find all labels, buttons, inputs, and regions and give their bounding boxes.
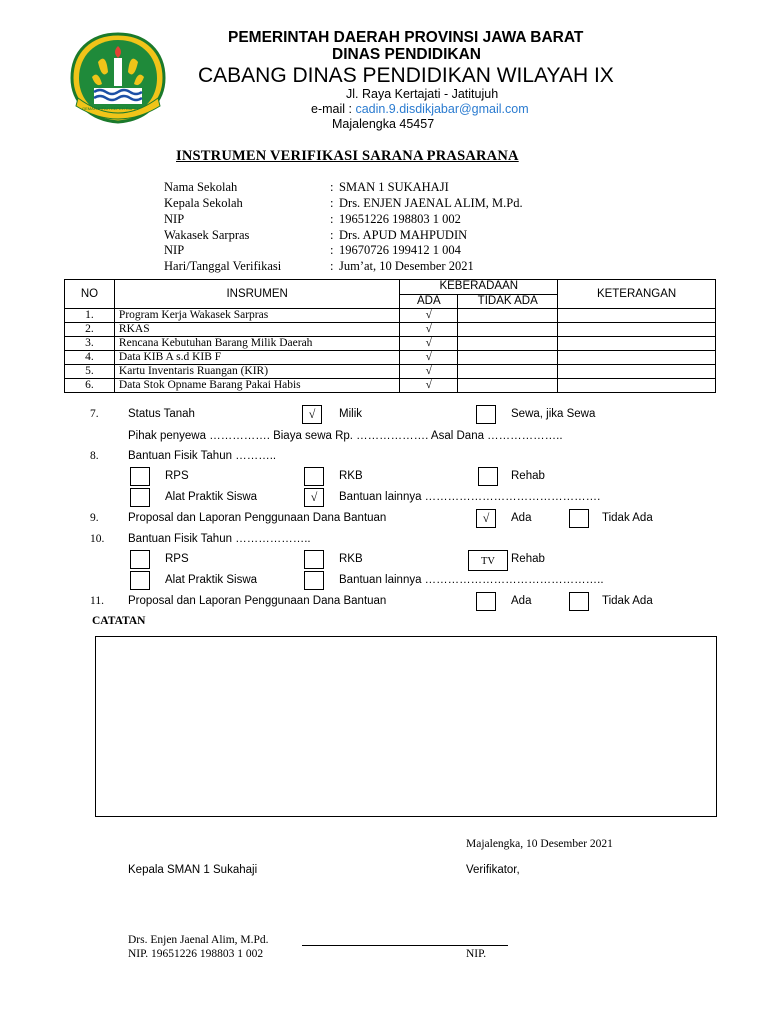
- right-signer-nip: NIP.: [466, 948, 487, 960]
- logo-motto: GEMAH RIPAH REPEH RAPIH: [82, 106, 138, 111]
- row-keterangan[interactable]: [558, 351, 716, 365]
- sewa-label: Sewa, jika Sewa: [511, 408, 596, 420]
- rehab-textbox[interactable]: TV: [468, 550, 508, 571]
- ada-checkbox[interactable]: √: [476, 509, 496, 528]
- info-value: SMAN 1 SUKAHAJI: [339, 180, 449, 194]
- section-8-number: 8.: [90, 450, 99, 462]
- row-item: Kartu Inventaris Ruangan (KIR): [114, 365, 399, 379]
- info-value: 19670726 199412 1 004: [339, 243, 461, 257]
- provincial-logo: [68, 32, 168, 124]
- col-header-no: NO: [65, 280, 115, 309]
- info-colon: :: [330, 212, 334, 226]
- info-label: Wakasek Sarpras: [164, 228, 250, 242]
- alat-praktik-checkbox[interactable]: [130, 571, 150, 590]
- row-no: 3.: [65, 337, 115, 351]
- status-tanah-label: Status Tanah: [128, 408, 195, 420]
- row-ada-check[interactable]: √: [400, 351, 458, 365]
- info-value: Drs. ENJEN JAENAL ALIM, M.Pd.: [339, 196, 523, 210]
- bantuan-fisik-label: Bantuan Fisik Tahun ………..: [128, 450, 277, 462]
- table-row: [65, 379, 716, 393]
- row-ada-check[interactable]: √: [400, 337, 458, 351]
- info-value: 19651226 198803 1 002: [339, 212, 461, 226]
- row-tidak-ada[interactable]: [458, 323, 558, 337]
- info-colon: :: [330, 196, 334, 210]
- row-ada-check[interactable]: √: [400, 309, 458, 323]
- bantuan-fisik-label: Bantuan Fisik Tahun ………………..: [128, 533, 311, 545]
- info-value: Drs. APUD MAHPUDIN: [339, 228, 468, 242]
- document-title: INSTRUMEN VERIFIKASI SARANA PRASARANA: [176, 148, 519, 164]
- rps-checkbox[interactable]: [130, 550, 150, 569]
- info-colon: :: [330, 243, 334, 257]
- col-header-keterangan: KETERANGAN: [558, 280, 716, 309]
- col-header-tidak-ada: TIDAK ADA: [458, 294, 558, 309]
- row-tidak-ada[interactable]: [458, 365, 558, 379]
- signature-line: [302, 945, 508, 946]
- table-row: [65, 309, 716, 323]
- rps-checkbox[interactable]: [130, 467, 150, 486]
- email-link[interactable]: cadin.9.disdikjabar@gmail.com: [355, 102, 529, 116]
- left-signer-name: Drs. Enjen Jaenal Alim, M.Pd.: [128, 934, 269, 946]
- row-tidak-ada[interactable]: [458, 337, 558, 351]
- section-11-number: 11.: [90, 595, 104, 607]
- ada-label: Ada: [511, 595, 532, 607]
- section-10-number: 10.: [90, 533, 105, 545]
- place-date: Majalengka, 10 Desember 2021: [466, 838, 613, 850]
- row-item: Data KIB A s.d KIB F: [114, 351, 399, 365]
- row-keterangan[interactable]: [558, 323, 716, 337]
- rehab-checkbox[interactable]: [478, 467, 498, 486]
- section-9-number: 9.: [90, 512, 99, 524]
- row-item: RKAS: [114, 323, 399, 337]
- row-keterangan[interactable]: [558, 365, 716, 379]
- proposal-label: Proposal dan Laporan Penggunaan Dana Bantuan: [128, 512, 387, 524]
- row-no: 1.: [65, 309, 115, 323]
- row-no: 2.: [65, 323, 115, 337]
- col-header-keberadaan: KEBERADAAN: [400, 280, 558, 295]
- tidak-ada-checkbox[interactable]: [569, 509, 589, 528]
- row-keterangan[interactable]: [558, 309, 716, 323]
- row-tidak-ada[interactable]: [458, 309, 558, 323]
- rkb-label: RKB: [339, 470, 363, 482]
- tidak-ada-label: Tidak Ada: [602, 595, 653, 607]
- rehab-label: Rehab: [511, 470, 545, 482]
- section-7-number: 7.: [90, 408, 99, 420]
- header-line1: PEMERINTAH DAERAH PROVINSI JAWA BARAT: [228, 29, 584, 46]
- alat-praktik-checkbox[interactable]: [130, 488, 150, 507]
- bantuan-lainnya-checkbox[interactable]: [304, 571, 324, 590]
- row-ada-check[interactable]: √: [400, 379, 458, 393]
- rps-label: RPS: [165, 470, 189, 482]
- header-line2: DINAS PENDIDIKAN: [332, 46, 481, 63]
- table-row: [65, 351, 716, 365]
- info-value: Jum’at, 10 Desember 2021: [339, 259, 474, 273]
- info-colon: :: [330, 259, 334, 273]
- row-tidak-ada[interactable]: [458, 379, 558, 393]
- header-line3: CABANG DINAS PENDIDIKAN WILAYAH IX: [198, 64, 614, 87]
- left-signer-title: Kepala SMAN 1 Sukahaji: [128, 864, 258, 876]
- row-ada-check[interactable]: √: [400, 323, 458, 337]
- row-no: 5.: [65, 365, 115, 379]
- bantuan-lainnya-label: Bantuan lainnya ………………………………………..: [339, 574, 604, 586]
- row-item: Program Kerja Wakasek Sarpras: [114, 309, 399, 323]
- bantuan-lainnya-checkbox[interactable]: √: [304, 488, 324, 507]
- row-item: Rencana Kebutuhan Barang Milik Daerah: [114, 337, 399, 351]
- sewa-checkbox[interactable]: [476, 405, 496, 424]
- table-row: [65, 365, 716, 379]
- col-header-ada: ADA: [400, 294, 458, 309]
- ada-label: Ada: [511, 512, 532, 524]
- alat-praktik-label: Alat Praktik Siswa: [165, 574, 258, 586]
- row-no: 4.: [65, 351, 115, 365]
- info-label: Kepala Sekolah: [164, 196, 243, 210]
- header-city: Majalengka 45457: [332, 117, 435, 131]
- rps-label: RPS: [165, 553, 189, 565]
- milik-checkbox[interactable]: √: [302, 405, 322, 424]
- row-ada-check[interactable]: √: [400, 365, 458, 379]
- catatan-textbox[interactable]: [95, 636, 717, 817]
- row-keterangan[interactable]: [558, 337, 716, 351]
- proposal-label: Proposal dan Laporan Penggunaan Dana Bantuan: [128, 595, 387, 607]
- info-colon: :: [330, 180, 334, 194]
- bantuan-lainnya-label: Bantuan lainnya ……………………………………….: [339, 491, 601, 503]
- tidak-ada-label: Tidak Ada: [602, 512, 653, 524]
- rkb-label: RKB: [339, 553, 363, 565]
- header-email: [311, 102, 529, 116]
- right-signer-title: Verifikator,: [466, 864, 520, 876]
- tidak-ada-checkbox[interactable]: [569, 592, 589, 611]
- pihak-penyewa-line: Pihak penyewa ……………. Biaya sewa Rp. ………………. Asal Dana ………………..: [128, 430, 563, 442]
- info-label: Nama Sekolah: [164, 180, 238, 194]
- rkb-checkbox[interactable]: [304, 550, 324, 569]
- row-item: Data Stok Opname Barang Pakai Habis: [114, 379, 399, 393]
- info-colon: :: [330, 228, 334, 242]
- info-label: NIP: [164, 212, 185, 226]
- col-header-instrumen: INSRUMEN: [114, 280, 399, 309]
- row-keterangan[interactable]: [558, 379, 716, 393]
- info-label: NIP: [164, 243, 185, 257]
- milik-label: Milik: [339, 408, 362, 420]
- table-row: [65, 337, 716, 351]
- row-no: 6.: [65, 379, 115, 393]
- email-label: e-mail :: [311, 102, 356, 116]
- info-label: Hari/Tanggal Verifikasi: [164, 259, 282, 273]
- alat-praktik-label: Alat Praktik Siswa: [165, 491, 258, 503]
- catatan-heading: CATATAN: [92, 615, 146, 627]
- rehab-label: Rehab: [511, 553, 545, 565]
- left-signer-nip: NIP. 19651226 198803 1 002: [128, 948, 264, 960]
- header-address: Jl. Raya Kertajati - Jatitujuh: [346, 87, 499, 101]
- table-row: [65, 323, 716, 337]
- rkb-checkbox[interactable]: [304, 467, 324, 486]
- ada-checkbox[interactable]: [476, 592, 496, 611]
- instrument-table: [64, 279, 716, 393]
- row-tidak-ada[interactable]: [458, 351, 558, 365]
